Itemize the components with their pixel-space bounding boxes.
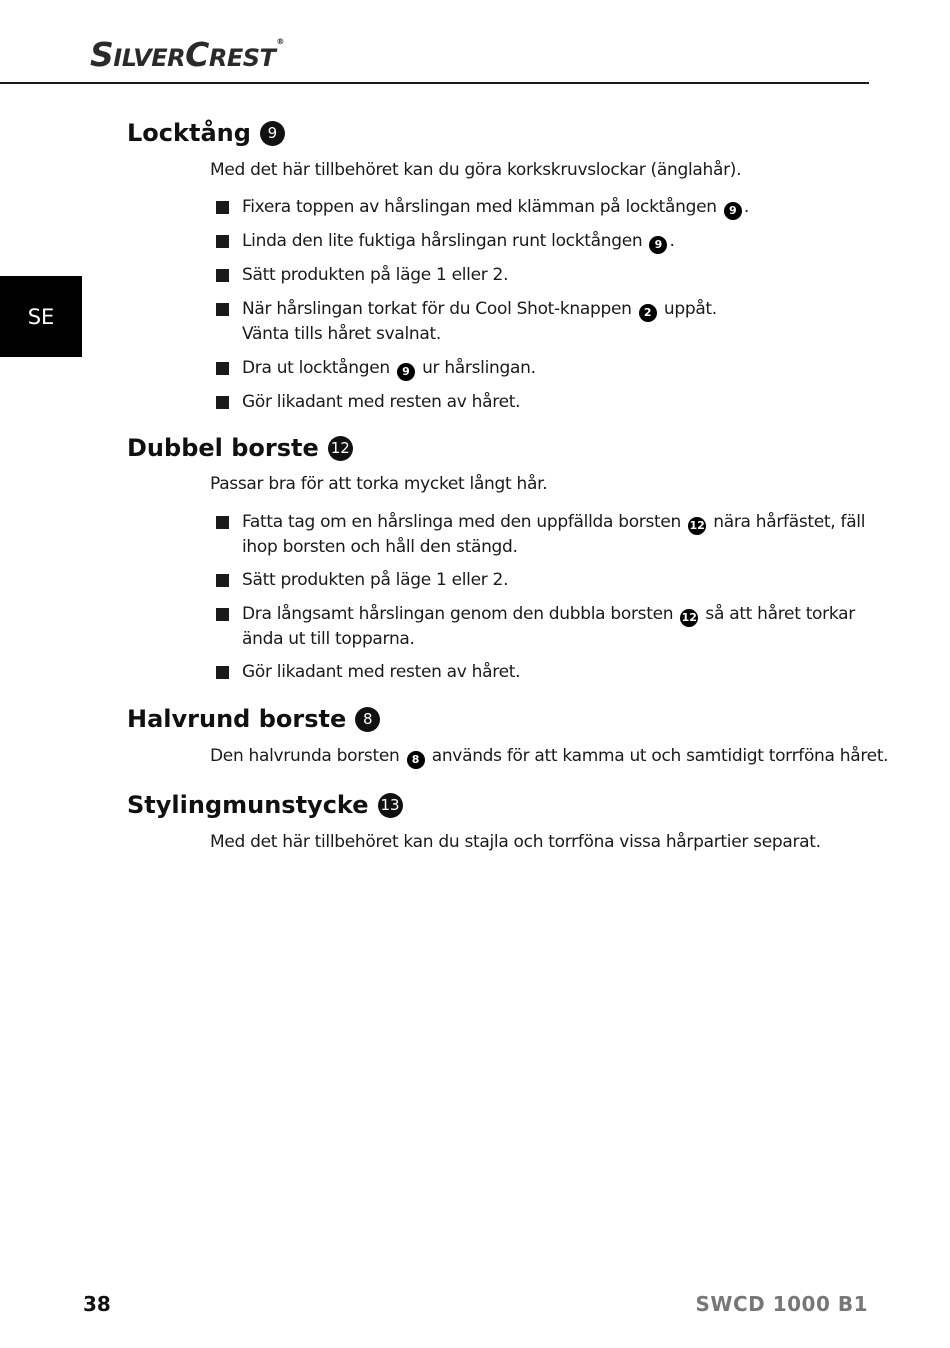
header-rule (0, 82, 869, 84)
section-intro: Med det här tillbehöret kan du göra korkskruvslockar (änglahår). (210, 160, 742, 180)
bullet-square-icon (216, 608, 229, 621)
section-intro: Med det här tillbehöret kan du stajla och torrföna vissa hårpartier separat. (210, 832, 821, 852)
language-tab-label: SE (27, 304, 55, 329)
bullet-square-icon (216, 362, 229, 375)
ref-number-badge: 2 (639, 304, 657, 322)
ref-number-badge: 9 (649, 236, 667, 254)
model-number: SWCD 1000 B1 (695, 1292, 868, 1316)
item-number-badge: 9 (260, 121, 285, 146)
section-heading-halvrund-borste (127, 705, 380, 733)
bullet-square-icon (216, 303, 229, 316)
item-number-badge: 13 (378, 793, 403, 818)
bullet-square-icon (216, 516, 229, 529)
bullet-square-icon (216, 396, 229, 409)
bullet-square-icon (216, 574, 229, 587)
section-title: Dubbel borste (127, 434, 319, 462)
ref-number-badge: 12 (680, 609, 698, 627)
section-title: Locktång (127, 119, 251, 147)
bullet-square-icon (216, 666, 229, 679)
item-number-badge: 8 (355, 707, 380, 732)
section-heading-dubbel-borste (127, 434, 353, 462)
section-heading-locktang (127, 119, 285, 147)
brand-logo: SILVERCREST® (90, 35, 284, 74)
section-title: Halvrund borste (127, 705, 347, 733)
item-number-badge: 12 (328, 436, 353, 461)
bullet-square-icon (216, 235, 229, 248)
ref-number-badge: 12 (688, 517, 706, 535)
ref-number-badge: 9 (724, 202, 742, 220)
page-number: 38 (83, 1292, 111, 1316)
ref-number-badge: 8 (407, 751, 425, 769)
section-heading-stylingmunstycke (127, 791, 403, 819)
bullet-square-icon (216, 269, 229, 282)
section-intro: Den halvrunda borsten 8 används för att kamma ut och samtidigt torrföna håret. (210, 744, 888, 769)
section-title: Stylingmunstycke (127, 791, 369, 819)
section-intro: Passar bra för att torka mycket långt hår. (210, 474, 548, 494)
language-tab (0, 276, 82, 357)
ref-number-badge: 9 (397, 363, 415, 381)
bullet-square-icon (216, 201, 229, 214)
